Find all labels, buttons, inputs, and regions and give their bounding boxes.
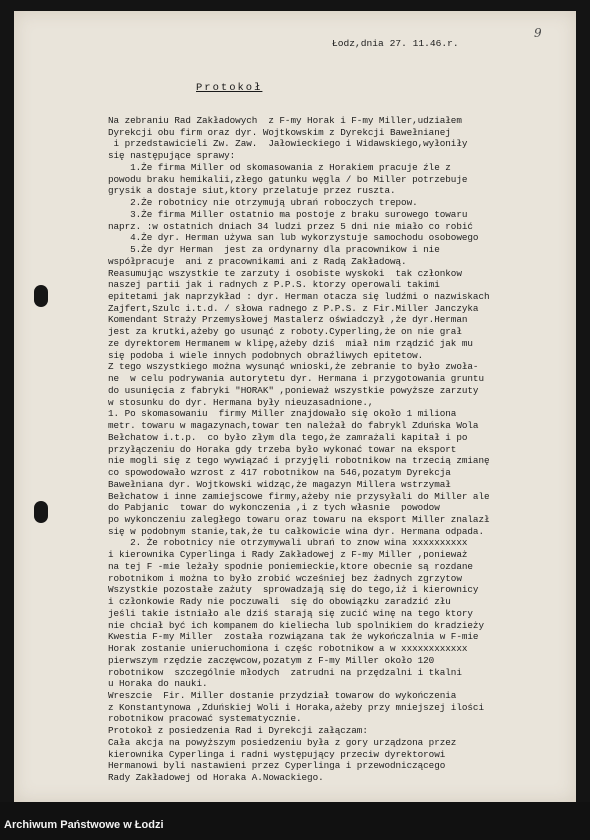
text-line: 3.Że firma Miller ostatnio ma postoje z braku surowego towaru (108, 208, 468, 220)
text-line: po wykonczeniu zaległego towaru oraz towaru na eksport Miller znalazł (108, 513, 490, 525)
text-line: Bełchatow i inne zamiejscowe firmy,ażeby nie przysyłali do Miller ale (108, 490, 490, 502)
text-line: 1.Że firma Miller od skomasowania z Horakiem pracuje źle z (108, 161, 451, 173)
text-line: ze dyrektorem Hermanem w klipę,ażeby dziś miał nim rządzić jak mu (108, 337, 473, 349)
text-line: naszej partii jak i radnych z P.P.S. ktorzy operowali takimi (108, 279, 440, 291)
text-line: 5.Że dyr Herman jest za ordynarny dla pracownikow i nie (108, 244, 440, 256)
text-line: jest za krutki,ażeby go usunąć z roboty.Cyperling,że on nie grał (108, 326, 462, 338)
date-line: Łodz,dnia 27. 11.46.r. (332, 38, 459, 49)
text-line: nie mogli się z tego wywiązać i przyjęli robotnikow na trzecią zmianę (108, 455, 490, 467)
text-line: i przedstawicieli Zw. Zaw. Jałowieckiego i Widawskiego,wyłoniły (108, 138, 468, 150)
text-line: naprz. :w ostatnich dniach 34 ludzi przez 5 dni nie miało co robić (108, 220, 473, 232)
text-line: robotnikow pracować systematycznie. (108, 713, 302, 725)
text-line: i kierownika Cyperlinga i Rady Zakładowej z F-my Miller ,ponieważ (108, 549, 468, 561)
text-line: kierownika Cyperlinga i radni występujący przeciw dyrektorowi (108, 748, 446, 760)
text-line: Horak zostanie unieruchomiona i częśc robotnikow a w xxxxxxxxxxxx (108, 643, 468, 655)
text-line: 2.Że robotnicy nie otrzymują ubrań roboczych trepow. (108, 197, 418, 209)
text-line: grysik a dostaje siut,ktory przelatuje przez ruszta. (108, 185, 396, 197)
text-line: pierwszym rzędzie zaczęwcow,pozatym z F-my Miller około 120 (108, 654, 435, 666)
text-line: na tej F -mie leżały spodnie poniemieckie,ktore obecnie są rozdane (108, 560, 473, 572)
text-line: współpracuje ani z pracownikami ani z Radą Zakładową. (108, 255, 407, 267)
punch-hole-top (34, 285, 48, 307)
text-line: robotnikom i można to było zrobić wcześniej bez żadnych zgrzytow (108, 572, 462, 584)
text-line: do Pabjanic towar do wykonczenia ,i z tych własnie powodow (108, 502, 440, 514)
text-line: przyłączeniu do Horaka gdy trzeba było wykonać towar na eksport (108, 443, 457, 455)
text-line: się następujące sprawy: (108, 150, 236, 162)
text-line: Reasumując wszystkie te zarzuty i osobiste wyskoki tak członkow (108, 267, 462, 279)
text-line: Wszystkie pozostałe zażuty sprowadzają się do tego,iż i kierownicy (108, 584, 479, 596)
text-line: jeśli takie istniało ale dziś starają się zucić winę na tego ktory (108, 607, 473, 619)
text-line: Cała akcja na powyższym posiedzeniu była z gory urządzona przez (108, 736, 457, 748)
text-line: Z tego wszystkiego można wysunąć wnioski,że zebranie to było zwoła- (108, 361, 479, 373)
text-line: do usunięcia z fabryki "HORAK" ,ponieważ wszystkie powyższe zarzuty (108, 384, 479, 396)
text-line: Wreszcie Fir. Miller dostanie przydział towarow do wykończenia (108, 689, 457, 701)
text-line: u Horaka do nauki. (108, 678, 208, 690)
page-number: 9 (534, 26, 542, 40)
text-line: Na zebraniu Rad Zakładowych z F-my Horak i F-my Miller,udziałem (108, 115, 462, 126)
text-line: 4.Że dyr. Herman używa san lub wykorzystuje samochodu osobowego (108, 232, 479, 244)
text-line: co spowodowało wzrost z 417 robotnikow na 546,pozatym Dyrekcja (108, 467, 451, 479)
document-title: Protokoł (196, 82, 263, 94)
text-line: epitetami jak naprzykład : dyr. Herman otacza się ludźmi o nazwiskach (108, 291, 490, 303)
text-line: Bełchatow i.t.p. co było złym dla tego,że zamrażali kapitał i po (108, 431, 468, 443)
text-line: i członkowie Rady nie poczuwali się do obowiązku zaradzić złu (108, 596, 451, 608)
text-line: Hermanowi byli nastawieni przez Cyperlinga i przewodniczącego (108, 760, 446, 772)
archive-label: Archiwum Państwowe w Łodzi (4, 819, 164, 831)
text-line: z Konstantynowa ,Zduńskiej Woli i Horaka,ażeby przy mniejszej ilości (108, 701, 484, 713)
text-line: Komendant Straży Przemysłowej Mastalerz oświadczył ,że dyr.Herman (108, 314, 468, 326)
text-line: Rady Zakładowej od Horaka A.Nowackiego. (108, 772, 324, 784)
text-line: się w podobnym stanie,tak,że tu całkowicie wina dyr. Hermana odpada. (108, 525, 484, 537)
text-line: Zajfert,Szulc i.t.d. / słowa radnego z P.P.S. z Fir.Miller Janczyka (108, 302, 479, 314)
text-line: Dyrekcji obu firm oraz dyr. Wojtkowskim z Dyrekcji Bawełnianej (108, 126, 451, 138)
text-line: ne w celu podrywania autorytetu dyr. Hermana i przygotowania gruntu (108, 373, 484, 385)
text-line: 1. Po skomasowaniu firmy Miller znajdowało się około 1 miliona (108, 408, 457, 420)
text-line: metr. towaru w magazynach,towar ten należał do fabrykl Zduńska Wola (108, 420, 479, 432)
text-line: 2. Że robotnicy nie otrzymywali ubrań to znow wina xxxxxxxxxx (108, 537, 468, 549)
punch-hole-bottom (34, 501, 48, 523)
text-line: Protokoł z posiedzenia Rad i Dyrekcji załączam: (108, 725, 368, 737)
document-body (108, 115, 578, 784)
text-line: powodu braku hemikalii,złego gatunku węgla / bo Miller potrzebuje (108, 173, 468, 185)
text-line: w stosunku do dyr. Hermana były nieuzasadnione., (108, 396, 374, 408)
text-line: robotnikow szczególnie młodych zatrudni na przędzalni i tkalni (108, 666, 462, 678)
text-line: Bawełniana dyr. Wojtkowski widząc,że magazyn Millera wstrzymał (108, 478, 451, 490)
text-line: nie chciał być ich kompanem do kieliecha lub spolnikiem do kradzieży (108, 619, 484, 631)
text-line: Kwestia F-my Miller została rozwiązana tak że wykończalnia w F-mie (108, 631, 479, 643)
text-line: się podoba i wiele innych podobnych obraźliwych epitetow. (108, 349, 424, 361)
